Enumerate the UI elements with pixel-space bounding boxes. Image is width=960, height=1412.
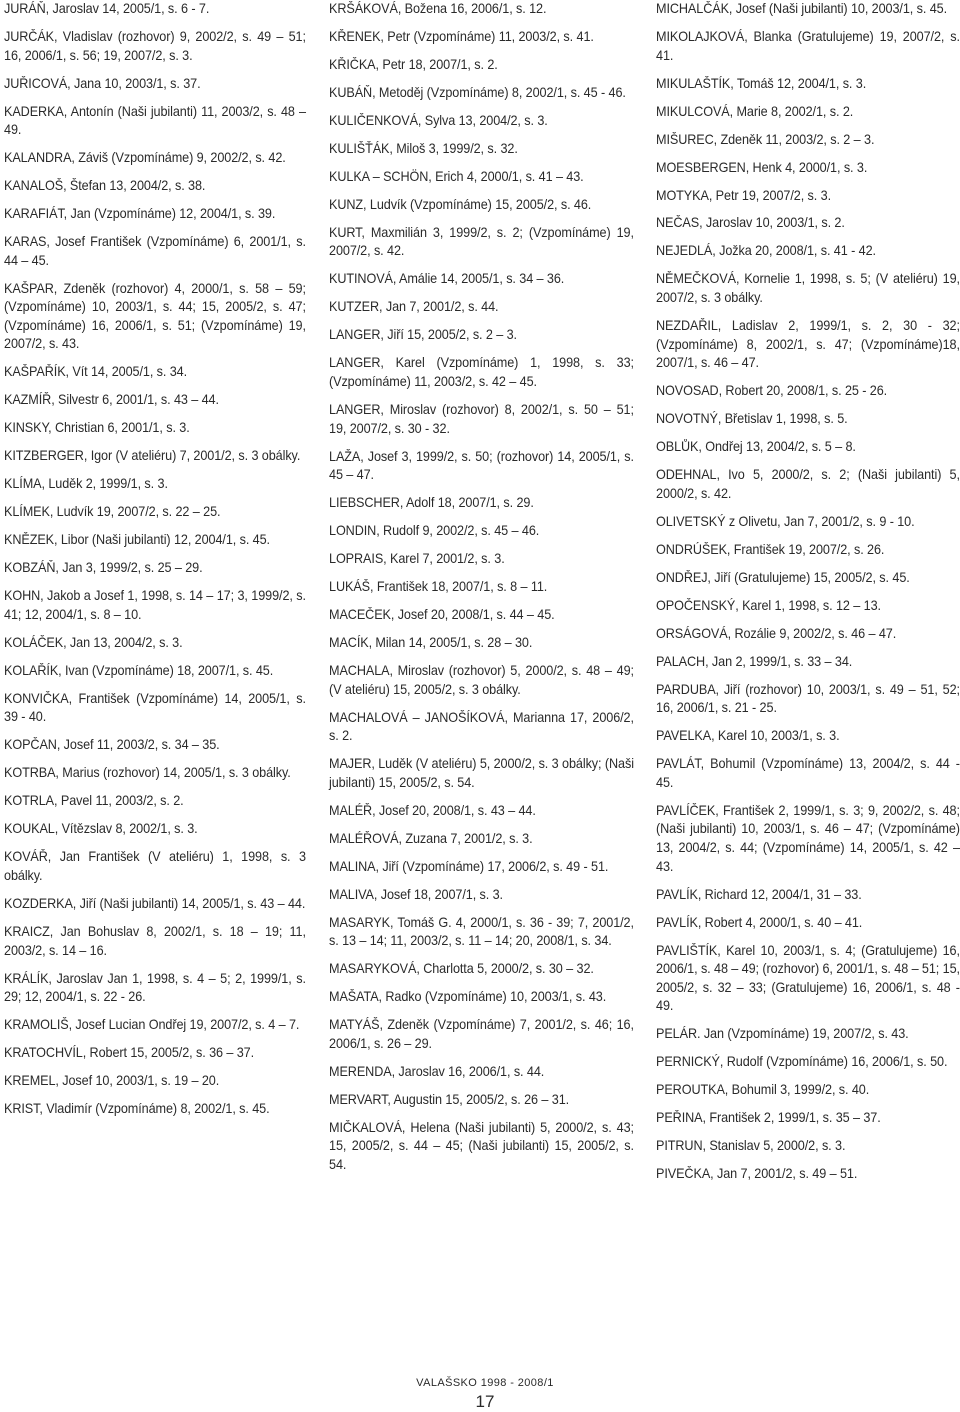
index-entry: PEŘINA, František 2, 1999/1, s. 35 – 37.: [656, 1110, 881, 1126]
index-entry: PAVLÍK, Robert 4, 2000/1, s. 40 – 41.: [656, 914, 863, 930]
index-entry: KULIČENKOVÁ, Sylva 13, 2004/2, s. 3.: [329, 112, 548, 128]
journal-title: VALAŠSKO 1998 - 2008/1: [416, 1377, 554, 1389]
index-entry: LANGER, Miroslav (rozhovor) 8, 2002/1, s. 50 – 51; 19, 2007/2, s. 30 - 32.: [329, 401, 634, 436]
index-entry: ORSÁGOVÁ, Rozálie 9, 2002/2, s. 46 – 47.: [656, 625, 897, 641]
index-entry: MOESBERGEN, Henk 4, 2000/1, s. 3.: [656, 159, 868, 175]
index-entry: MAŠATA, Radko (Vzpomínáme) 10, 2003/1, s. 43.: [329, 989, 607, 1005]
index-entry: PELÁR. Jan (Vzpomínáme) 19, 2007/2, s. 43.: [656, 1026, 909, 1042]
index-entry: PITRUN, Stanislav 5, 2000/2, s. 3.: [656, 1138, 846, 1154]
index-entry: KOHN, Jakob a Josef 1, 1998, s. 14 – 17; 3, 1999/2, s. 41; 12, 2004/1, s. 8 – 10.: [4, 588, 306, 622]
index-entry: OLIVETSKÝ z Olivetu, Jan 7, 2001/2, s. 9 - 10.: [656, 513, 915, 529]
index-entry: KAŠPAŘÍK, Vít 14, 2005/1, s. 34.: [4, 364, 188, 380]
index-entry: KNĚZEK, Libor (Naši jubilanti) 12, 2004/1, s. 45.: [4, 532, 270, 548]
index-entry: KOTRLA, Pavel 11, 2003/2, s. 2.: [4, 793, 184, 809]
index-entry: KRIST, Vladimír (Vzpomínáme) 8, 2002/1, s. 45.: [4, 1101, 270, 1117]
index-entry: KOLÁČEK, Jan 13, 2004/2, s. 3.: [4, 634, 183, 650]
index-entry: KREMEL, Josef 10, 2003/1, s. 19 – 20.: [4, 1073, 220, 1089]
index-entry: KOVÁŘ, Jan František (V ateliéru) 1, 1998, s. 3 obálky.: [4, 849, 306, 883]
index-entry: MASARYKOVÁ, Charlotta 5, 2000/2, s. 30 – 32.: [329, 961, 594, 977]
index-entry: KUBÁŇ, Metoděj (Vzpomínáme) 8, 2002/1, s. 45 - 46.: [329, 84, 626, 100]
index-entry: KONVIČKA, František (Vzpomínáme) 14, 2005/1, s. 39 - 40.: [4, 690, 306, 725]
index-entry: MACEČEK, Josef 20, 2008/1, s. 44 – 45.: [329, 607, 555, 623]
index-column-1: [4, 0, 306, 1128]
index-entry: ONDŘEJ, Jiří (Gratulujeme) 15, 2005/2, s. 45.: [656, 569, 910, 585]
index-entry: JURČÁK, Vladislav (rozhovor) 9, 2002/2, s. 49 – 51; 16, 2006/1, s. 56; 19, 2007/2, s. 3.: [4, 28, 306, 63]
index-entry: LONDIN, Rudolf 9, 2002/2, s. 45 – 46.: [329, 523, 540, 539]
index-column-3: [656, 0, 960, 1193]
index-entry: PAVLIŠTÍK, Karel 10, 2003/1, s. 4; (Gratulujeme) 16, 2006/1, s. 48 – 49; (rozhovor) 6, 2001/1, s. 48 – 51; 15, 2005/2, s. 32 – 33; (Gratulujeme) 16, 2006/1, s. 48 - 49.: [656, 942, 960, 1014]
index-entry: KAZMÍŘ, Silvestr 6, 2001/1, s. 43 – 44.: [4, 392, 219, 408]
index-entry: KARAS, Josef František (Vzpomínáme) 6, 2001/1, s. 44 – 45.: [4, 234, 306, 268]
page-footer: [395, 1377, 575, 1412]
index-entry: KRATOCHVÍL, Robert 15, 2005/2, s. 36 – 37.: [4, 1045, 255, 1061]
index-entry: MIKULCOVÁ, Marie 8, 2002/1, s. 2.: [656, 103, 854, 119]
index-entry: PIVEČKA, Jan 7, 2001/2, s. 49 – 51.: [656, 1166, 858, 1182]
index-entry: KADERKA, Antonín (Naši jubilanti) 11, 2003/2, s. 48 – 49.: [4, 103, 306, 138]
index-entry: PERNICKÝ, Rudolf (Vzpomínáme) 16, 2006/1, s. 50.: [656, 1054, 948, 1070]
index-entry: MERENDA, Jaroslav 16, 2006/1, s. 44.: [329, 1063, 545, 1079]
index-entry: NEČAS, Jaroslav 10, 2003/1, s. 2.: [656, 215, 845, 231]
index-entry: KALANDRA, Záviš (Vzpomínáme) 9, 2002/2, s. 42.: [4, 150, 286, 166]
index-entry: OBLŮK, Ondřej 13, 2004/2, s. 5 – 8.: [656, 439, 856, 455]
index-entry: MASARYK, Tomáš G. 4, 2000/1, s. 36 - 39; 7, 2001/2, s. 13 – 14; 11, 2003/2, s. 11 – 14; 20, 2008/1, s. 34.: [329, 914, 634, 949]
index-entry: KRAICZ, Jan Bohuslav 8, 2002/1, s. 18 – 19; 11, 2003/2, s. 14 – 16.: [4, 923, 306, 958]
index-entry: KARAFIÁT, Jan (Vzpomínáme) 12, 2004/1, s. 39.: [4, 206, 276, 222]
index-entry: NEZDAŘIL, Ladislav 2, 1999/1, s. 2, 30 - 32; (Vzpomínáme) 8, 2002/1, s. 47; (Vzpomínáme)18, 2007/1, s. 46 – 47.: [656, 318, 960, 371]
index-entry: MATYÁŠ, Zdeněk (Vzpomínáme) 7, 2001/2, s. 46; 16, 2006/1, s. 26 – 29.: [329, 1017, 634, 1051]
index-entry: KINSKY, Christian 6, 2001/1, s. 3.: [4, 420, 190, 436]
index-entry: MIKULAŠTÍK, Tomáš 12, 2004/1, s. 3.: [656, 75, 867, 91]
index-entry: KAŠPAR, Zdeněk (rozhovor) 4, 2000/1, s. 58 – 59; (Vzpomínáme) 10, 2003/1, s. 44; 15, 2005/2, s. 47; (Vzpomínáme) 16, 2006/1, s. 51; (Vzpomínáme) 19, 2007/2, s. 43.: [4, 280, 306, 352]
index-entry: KULKA – SCHÖN, Erich 4, 2000/1, s. 41 – 43.: [329, 168, 584, 184]
index-entry: MACHALA, Miroslav (rozhovor) 5, 2000/2, s. 48 – 49; (V ateliéru) 15, 2005/2, s. 3 obálky.: [329, 663, 634, 697]
index-entry: MAJER, Luděk (V ateliéru) 5, 2000/2, s. 3 obálky; (Naši jubilanti) 15, 2005/2, s. 54.: [329, 756, 634, 790]
index-entry: KLÍMA, Luděk 2, 1999/1, s. 3.: [4, 476, 168, 492]
index-entry: NOVOTNÝ, Břetislav 1, 1998, s. 5.: [656, 411, 848, 427]
index-entry: KUNZ, Ludvík (Vzpomínáme) 15, 2005/2, s. 46.: [329, 196, 592, 212]
index-entry: PAVLÍK, Richard 12, 2004/1, 31 – 33.: [656, 886, 862, 902]
index-entry: PARDUBA, Jiří (rozhovor) 10, 2003/1, s. 49 – 51, 52; 16, 2006/1, s. 21 - 25.: [656, 681, 960, 716]
index-entry: MIKOLAJKOVÁ, Blanka (Gratulujeme) 19, 2007/2, s. 41.: [656, 28, 960, 63]
index-entry: MACÍK, Milan 14, 2005/1, s. 28 – 30.: [329, 635, 533, 651]
index-entry: NOVOSAD, Robert 20, 2008/1, s. 25 - 26.: [656, 383, 888, 399]
index-entry: MOTYKA, Petr 19, 2007/2, s. 3.: [656, 187, 831, 203]
index-entry: KULIŠŤÁK, Miloš 3, 1999/2, s. 32.: [329, 140, 518, 156]
index-entry: MIŠUREC, Zdeněk 11, 2003/2, s. 2 – 3.: [656, 131, 875, 147]
index-column-2: [329, 0, 634, 1184]
index-entry: MALIVA, Josef 18, 2007/1, s. 3.: [329, 886, 503, 902]
index-entry: LANGER, Karel (Vzpomínáme) 1, 1998, s. 33; (Vzpomínáme) 11, 2003/2, s. 42 – 45.: [329, 355, 634, 389]
index-entry: PEROUTKA, Bohumil 3, 1999/2, s. 40.: [656, 1082, 870, 1098]
index-entry: KOUKAL, Vítězslav 8, 2002/1, s. 3.: [4, 821, 198, 837]
index-entry: ODEHNAL, Ivo 5, 2000/2, s. 2; (Naši jubilanti) 5, 2000/2, s. 42.: [656, 467, 960, 501]
index-entry: MALINA, Jiří (Vzpomínáme) 17, 2006/2, s. 49 - 51.: [329, 858, 609, 874]
index-entry: MIČKALOVÁ, Helena (Naši jubilanti) 5, 2000/2, s. 43; 15, 2005/2, s. 44 – 45; (Naši jubilanti) 15, 2005/2, s. 54.: [329, 1119, 634, 1172]
page-number: 17: [475, 1392, 495, 1411]
index-entry: KOPČAN, Josef 11, 2003/2, s. 34 – 35.: [4, 737, 220, 753]
index-entry: KUTZER, Jan 7, 2001/2, s. 44.: [329, 299, 499, 315]
index-entry: KRAMOLIŠ, Josef Lucian Ondřej 19, 2007/2, s. 4 – 7.: [4, 1017, 300, 1033]
index-entry: JURÁŇ, Jaroslav 14, 2005/1, s. 6 - 7.: [4, 1, 210, 16]
index-entry: LAŽA, Josef 3, 1999/2, s. 50; (rozhovor) 14, 2005/1, s. 45 – 47.: [329, 448, 634, 483]
index-entry: KOBZÁŇ, Jan 3, 1999/2, s. 25 – 29.: [4, 560, 203, 576]
index-entry: NEJEDLÁ, Jožka 20, 2008/1, s. 41 - 42.: [656, 243, 876, 259]
index-entry: KANALOŠ, Štefan 13, 2004/2, s. 38.: [4, 178, 206, 194]
index-entry: KOLAŘÍK, Ivan (Vzpomínáme) 18, 2007/1, s. 45.: [4, 662, 274, 678]
index-entry: OPOČENSKÝ, Karel 1, 1998, s. 12 – 13.: [656, 597, 881, 613]
index-entry: MICHALČÁK, Josef (Naši jubilanti) 10, 2003/1, s. 45.: [656, 1, 947, 16]
index-entry: KITZBERGER, Igor (V ateliéru) 7, 2001/2, s. 3 obálky.: [4, 448, 301, 464]
index-entry: LANGER, Jiří 15, 2005/2, s. 2 – 3.: [329, 327, 517, 343]
index-entry: KŘENEK, Petr (Vzpomínáme) 11, 2003/2, s. 41.: [329, 28, 594, 44]
index-entry: PAVLÍČEK, František 2, 1999/1, s. 3; 9, 2002/2, s. 48; (Naši jubilanti) 10, 2003/1, s. 46 – 47; (Vzpomínáme) 13, 2004/2, s. 44; (Vzpomínáme) 14, 2005/1, s. 42 – 43.: [656, 802, 960, 874]
index-entry: PALACH, Jan 2, 1999/1, s. 33 – 34.: [656, 653, 853, 669]
index-entry: JUŘICOVÁ, Jana 10, 2003/1, s. 37.: [4, 75, 201, 91]
index-entry: KOZDERKA, Jiří (Naši jubilanti) 14, 2005/1, s. 43 – 44.: [4, 895, 306, 911]
index-entry: NĚMEČKOVÁ, Kornelie 1, 1998, s. 5; (V ateliéru) 19, 2007/2, s. 3 obálky.: [656, 271, 960, 306]
index-entry: LUKÁŠ, František 18, 2007/1, s. 8 – 11.: [329, 579, 548, 595]
index-entry: PAVLÁT, Bohumil (Vzpomínáme) 13, 2004/2, s. 44 - 45.: [656, 756, 960, 790]
index-entry: PAVELKA, Karel 10, 2003/1, s. 3.: [656, 728, 840, 744]
index-entry: KRÁLÍK, Jaroslav Jan 1, 1998, s. 4 – 5; 2, 1999/1, s. 29; 12, 2004/1, s. 22 - 26.: [4, 970, 306, 1005]
index-entry: MALÉŘ, Josef 20, 2008/1, s. 43 – 44.: [329, 802, 536, 818]
index-entry: MALÉŘOVÁ, Zuzana 7, 2001/2, s. 3.: [329, 830, 533, 846]
index-entry: KLÍMEK, Ludvík 19, 2007/2, s. 22 – 25.: [4, 504, 221, 520]
index-entry: KŘIČKA, Petr 18, 2007/1, s. 2.: [329, 56, 498, 72]
index-entry: ONDRÚŠEK, František 19, 2007/2, s. 26.: [656, 541, 885, 557]
index-entry: LOPRAIS, Karel 7, 2001/2, s. 3.: [329, 551, 505, 567]
index-entry: MACHALOVÁ – JANOŠÍKOVÁ, Marianna 17, 2006/2, s. 2.: [329, 709, 634, 744]
index-entry: MERVART, Augustin 15, 2005/2, s. 26 – 31.: [329, 1091, 570, 1107]
index-entry: LIEBSCHER, Adolf 18, 2007/1, s. 29.: [329, 495, 534, 511]
index-entry: KOTRBA, Marius (rozhovor) 14, 2005/1, s. 3 obálky.: [4, 765, 291, 781]
index-entry: KURT, Maxmilián 3, 1999/2, s. 2; (Vzpomínáme) 19, 2007/2, s. 42.: [329, 224, 634, 259]
index-entry: KRŠÁKOVÁ, Božena 16, 2006/1, s. 12.: [329, 1, 547, 16]
index-entry: KUTINOVÁ, Amálie 14, 2005/1, s. 34 – 36.: [329, 271, 565, 287]
